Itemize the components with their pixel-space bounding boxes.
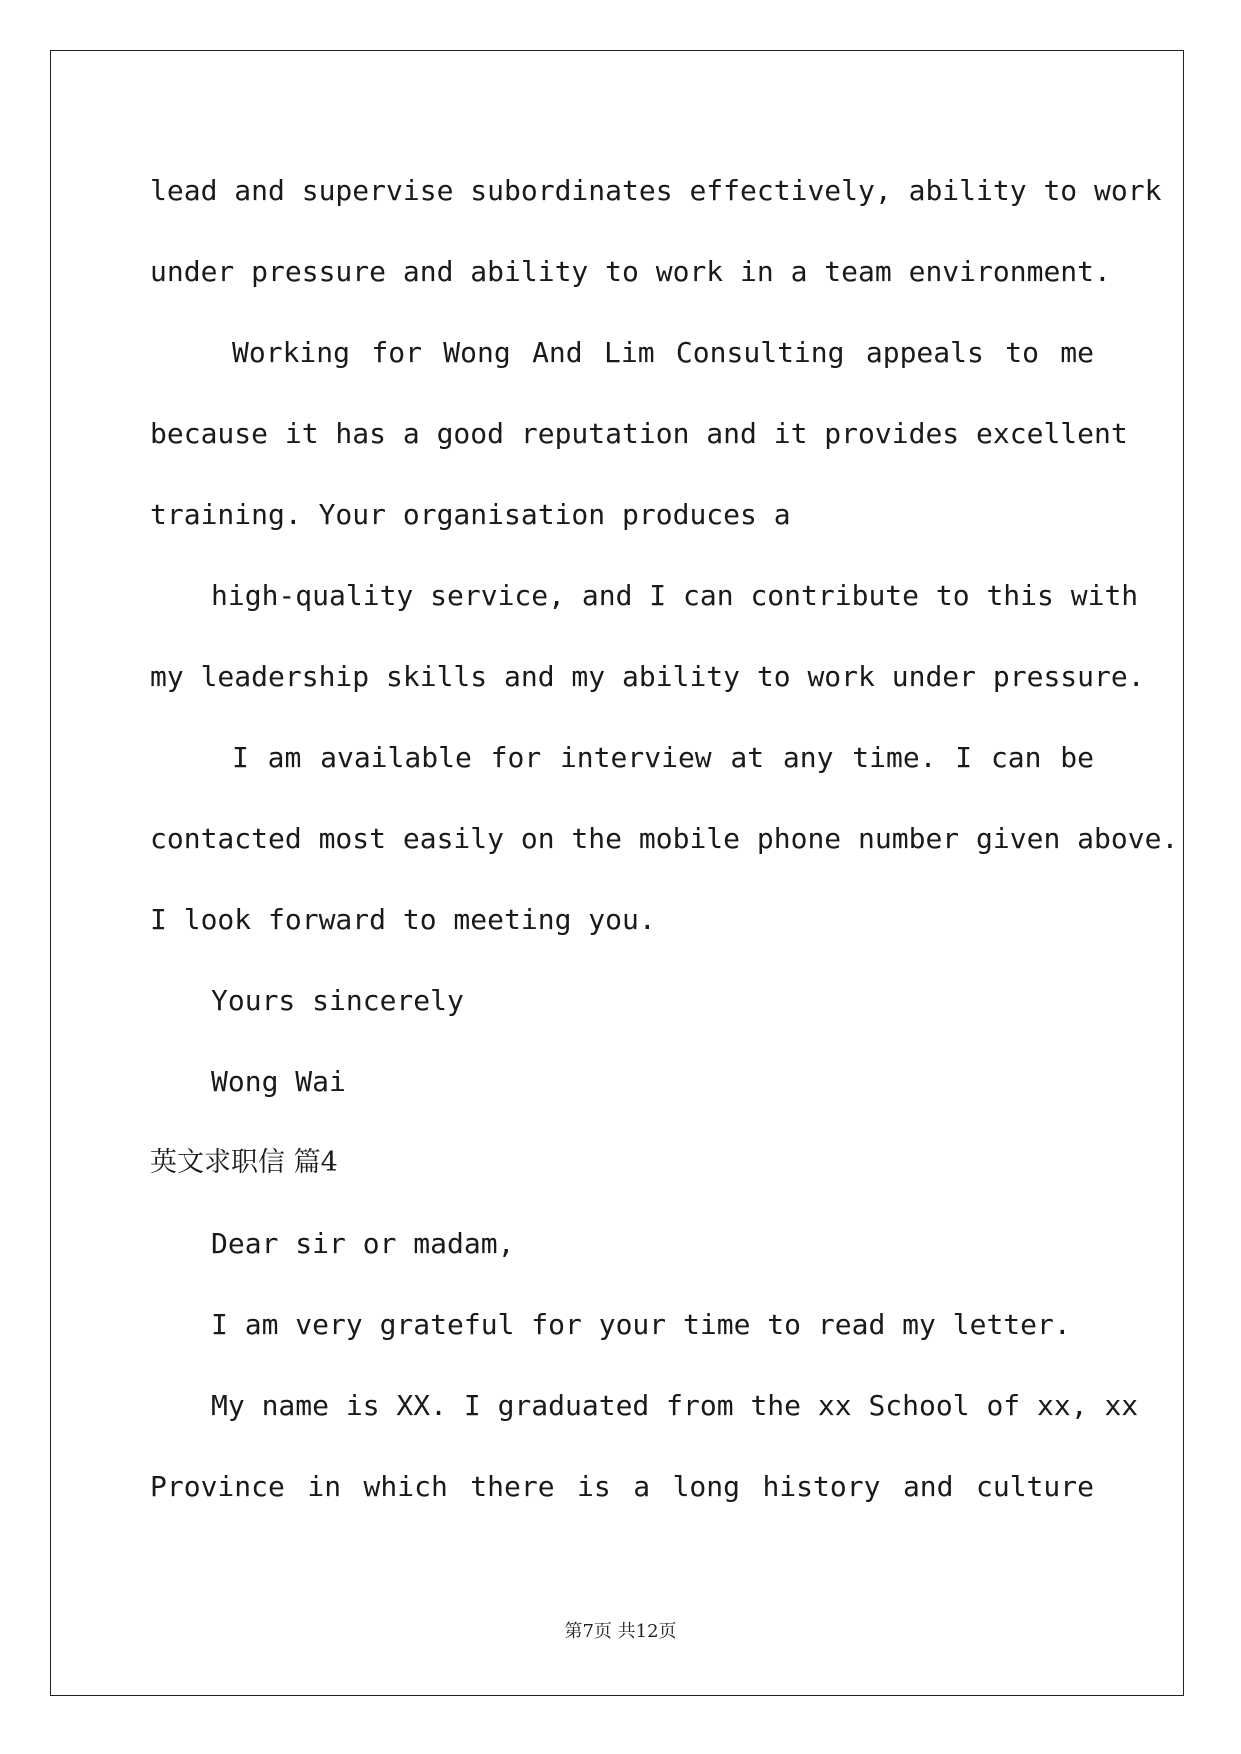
text-line: My name is XX. I graduated from the xx School of xx, xx xyxy=(211,1389,1139,1422)
page-border xyxy=(50,50,1184,1696)
section-heading: 英文求职信 篇4 xyxy=(150,1147,338,1178)
text-line: my leadership skills and my ability to work under pressure. xyxy=(150,660,1145,693)
text-line: training. Your organisation produces a xyxy=(150,498,791,531)
paragraph-start-line: I am available for interview at any time. I can be xyxy=(232,741,1094,774)
signature-name: Wong Wai xyxy=(211,1065,346,1098)
text-line: Province in which there is a long history and culture xyxy=(150,1470,1094,1503)
page-number-footer: 第7页 共12页 xyxy=(564,1621,677,1642)
text-line: I am very grateful for your time to read my letter. xyxy=(211,1308,1071,1341)
salutation-line: Dear sir or madam, xyxy=(211,1227,515,1260)
text-line: high-quality service, and I can contribute to this with xyxy=(211,579,1139,612)
closing-line: Yours sincerely xyxy=(211,984,464,1017)
text-line: I look forward to meeting you. xyxy=(150,903,656,936)
text-line: contacted most easily on the mobile phone number given above. xyxy=(150,822,1179,855)
text-line: because it has a good reputation and it provides excellent xyxy=(150,417,1128,450)
text-line: lead and supervise subordinates effectively, ability to work xyxy=(150,174,1162,207)
text-line: under pressure and ability to work in a team environment. xyxy=(150,255,1111,288)
paragraph-start-line: Working for Wong And Lim Consulting appeals to me xyxy=(232,336,1094,369)
